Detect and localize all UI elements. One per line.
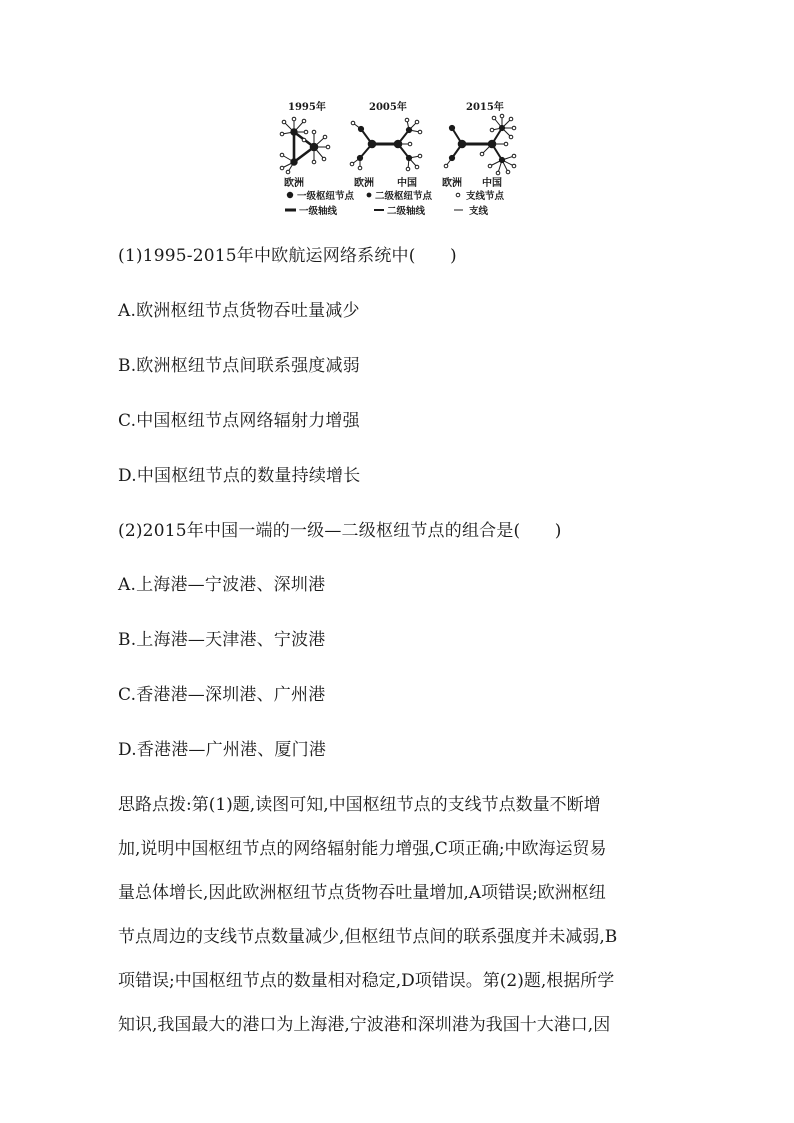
analysis-line-5: 项错误;中国枢纽节点的数量相对稳定,D项错误。第(2)题,根据所学 <box>118 971 615 991</box>
question-1-option-d: D.中国枢纽节点的数量持续增长 <box>118 466 361 486</box>
question-2-option-b: B.上海港—天津港、宁波港 <box>118 630 326 650</box>
legend-secondary-node-label: 二级枢纽节点 <box>375 191 433 202</box>
network-1995 <box>280 117 330 174</box>
question-1-option-a: A.欧洲枢纽节点货物吞吐量减少 <box>118 301 360 321</box>
region-label-1995-europe: 欧洲 <box>284 178 304 189</box>
analysis-line-6: 知识,我国最大的港口为上海港,宁波港和深圳港为我国十大港口,因 <box>118 1015 611 1035</box>
network-diagram-svg <box>270 92 530 222</box>
analysis-paragraph <box>118 795 688 1035</box>
legend-primary-axis-label: 一级轴线 <box>299 206 338 217</box>
question-2-stem: (2)2015年中国一端的一级—二级枢纽节点的组合是( ) <box>118 521 562 541</box>
network-2005 <box>350 118 422 171</box>
question-2-option-d: D.香港港—广州港、厦门港 <box>118 740 327 760</box>
legend-branch-node-label: 支线节点 <box>466 191 505 202</box>
analysis-line-4: 节点周边的支线节点数量减少,但枢纽节点间的联系强度并未减弱,B <box>118 927 618 947</box>
legend-branch-line-label: 支线 <box>469 206 489 217</box>
region-label-2015-china: 中国 <box>482 178 502 189</box>
question-1-option-b: B.欧洲枢纽节点间联系强度减弱 <box>118 356 360 376</box>
legend-primary-node-icon <box>287 192 293 198</box>
network-diagram-figure <box>270 92 530 222</box>
analysis-line-1: 思路点拨:第(1)题,读图可知,中国枢纽节点的支线节点数量不断增 <box>118 795 601 815</box>
legend-secondary-axis-label: 二级轴线 <box>387 206 426 217</box>
legend <box>285 190 505 217</box>
year-label-1995: 1995年 <box>288 102 326 113</box>
network-2015 <box>444 114 516 175</box>
question-2-option-c: C.香港港—深圳港、广州港 <box>118 685 326 705</box>
question-2-option-a: A.上海港—宁波港、深圳港 <box>118 575 326 595</box>
region-label-2015-europe: 欧洲 <box>442 178 462 189</box>
region-label-2005-europe: 欧洲 <box>354 178 374 189</box>
legend-secondary-node-icon <box>367 193 372 198</box>
year-label-2005: 2005年 <box>369 102 407 113</box>
analysis-line-3: 量总体增长,因此欧洲枢纽节点货物吞吐量增加,A项错误;欧洲枢纽 <box>118 883 606 903</box>
legend-branch-node-icon <box>456 193 460 197</box>
legend-primary-node-label: 一级枢纽节点 <box>297 191 355 202</box>
analysis-line-2: 加,说明中国枢纽节点的网络辐射能力增强,C项正确;中欧海运贸易 <box>118 839 607 859</box>
question-1-stem: (1)1995-2015年中欧航运网络系统中( ) <box>118 246 457 266</box>
year-label-2015: 2015年 <box>466 102 504 113</box>
region-label-2005-china: 中国 <box>397 178 417 189</box>
question-1-option-c: C.中国枢纽节点网络辐射力增强 <box>118 411 360 431</box>
